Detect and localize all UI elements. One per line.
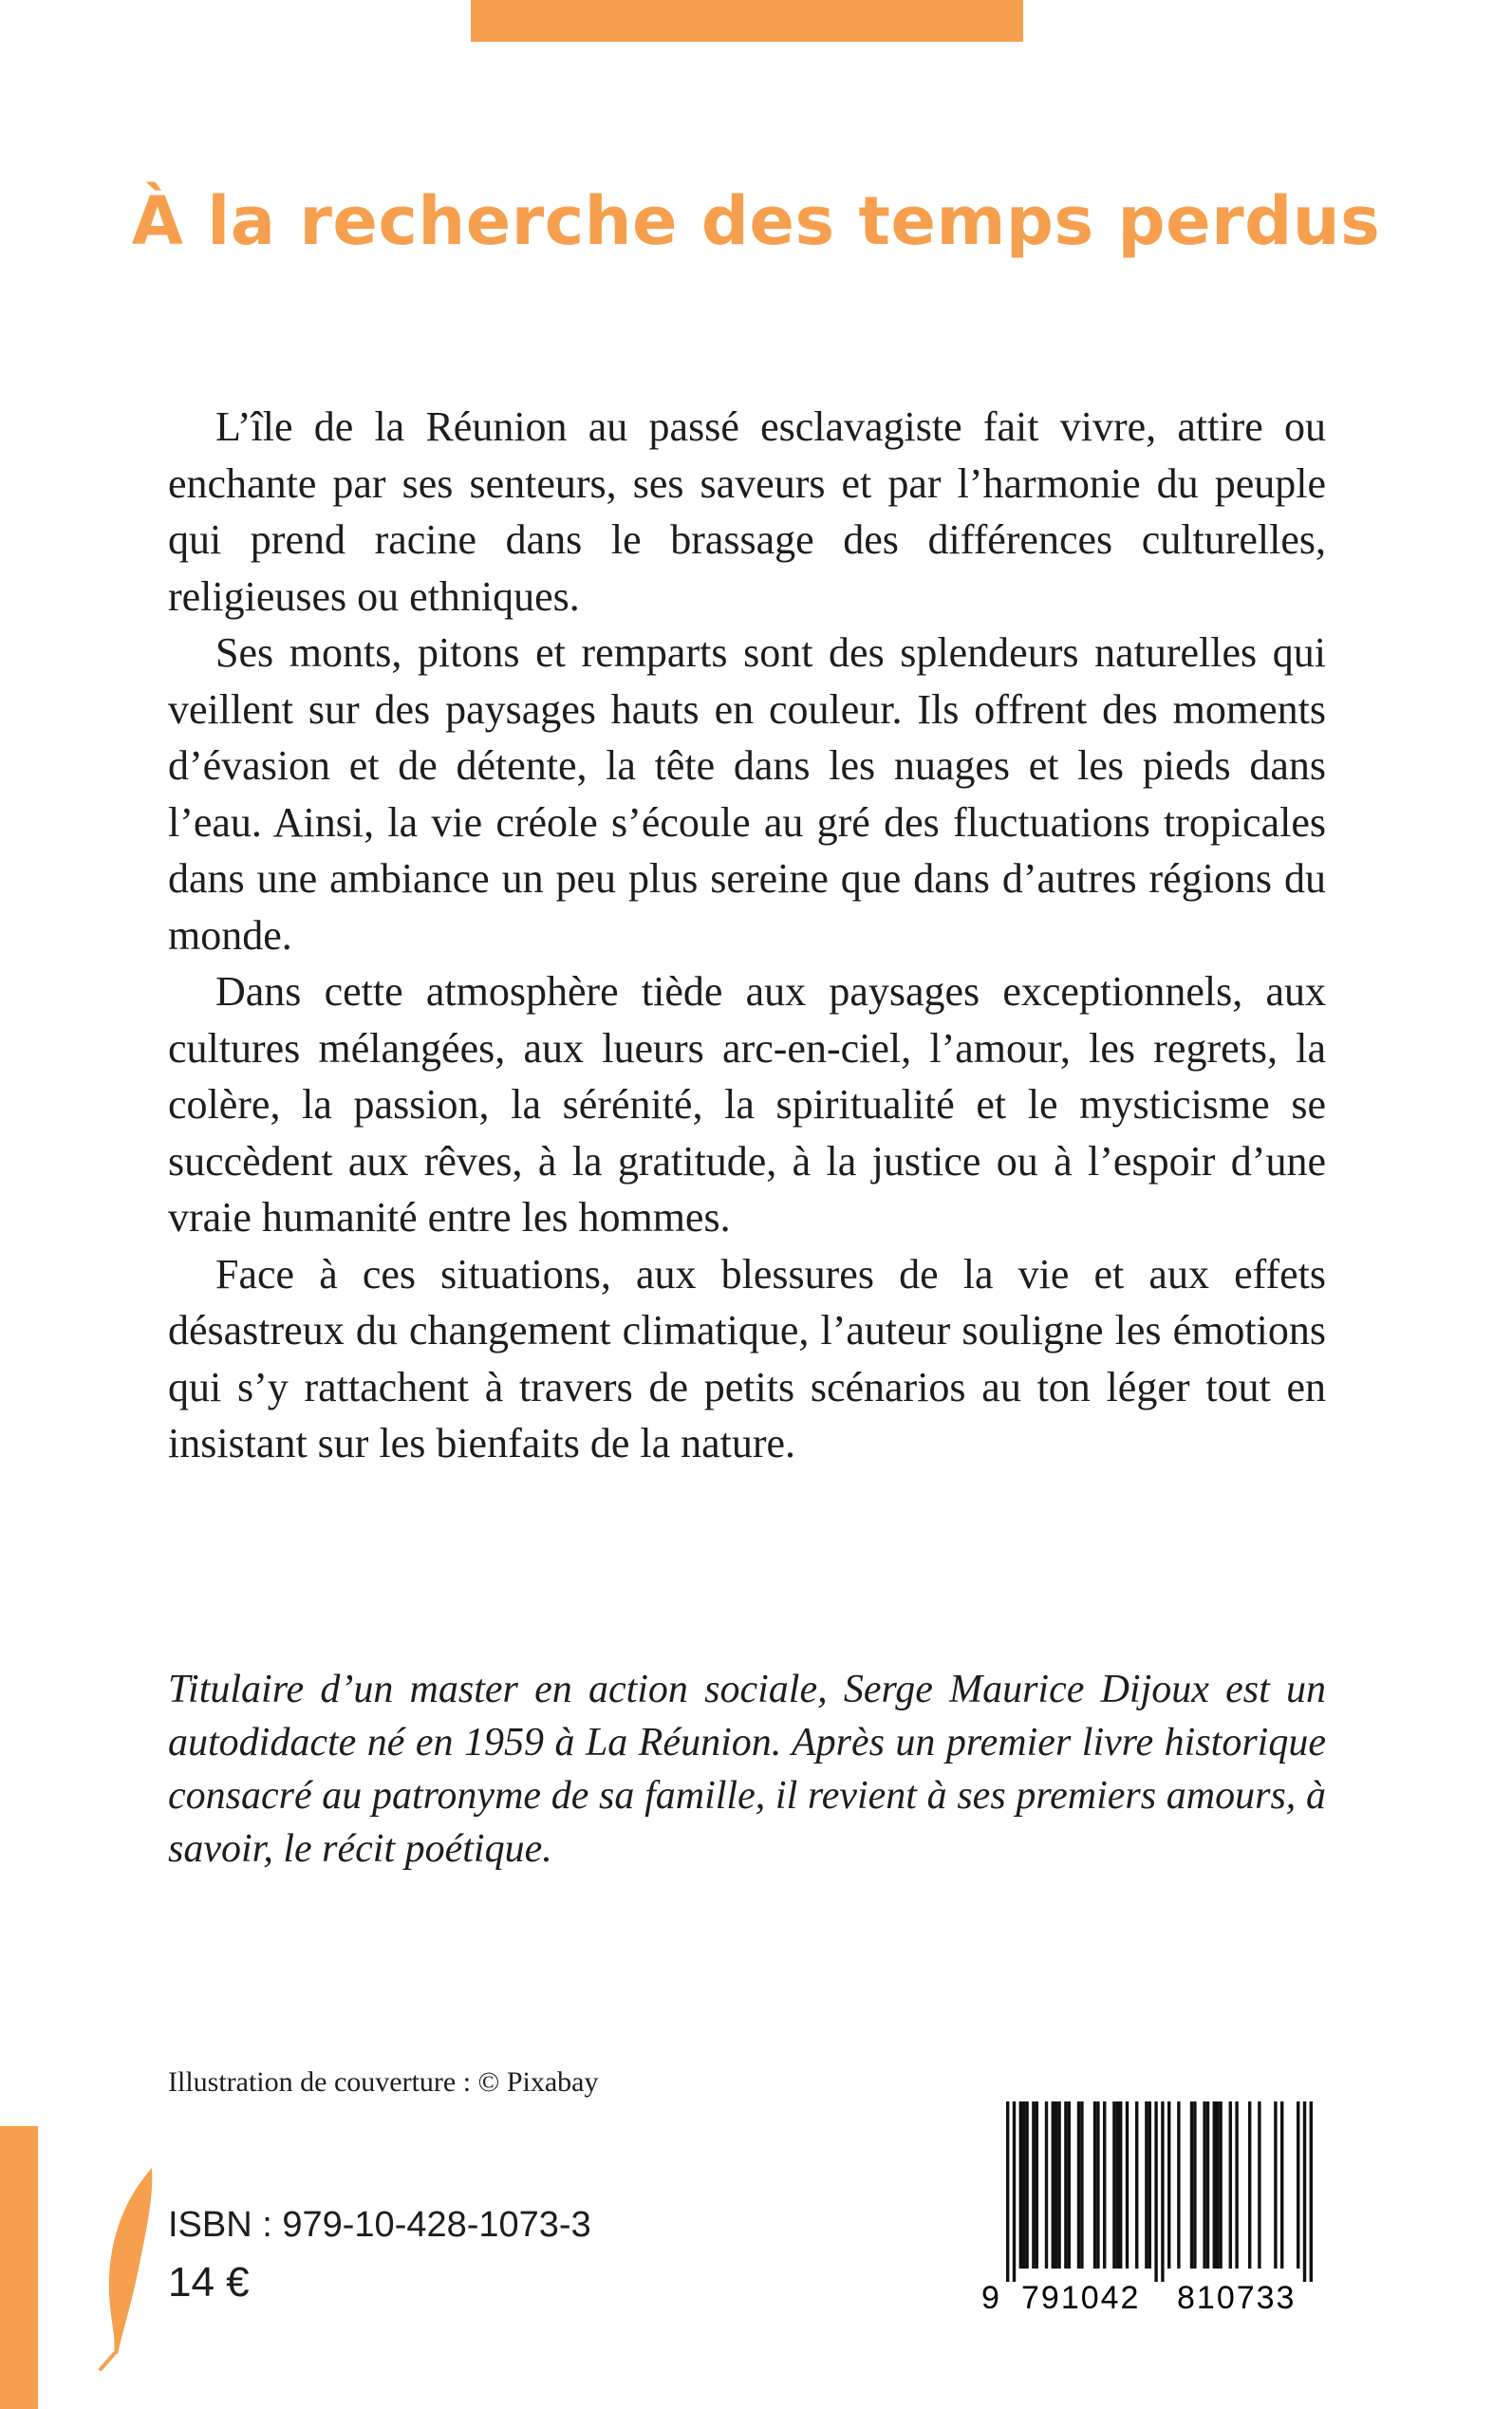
- top-accent-bar: [471, 0, 1023, 42]
- barcode-bar: [1274, 2101, 1277, 2269]
- book-title: À la recherche des temps perdus: [131, 182, 1381, 260]
- barcode-bar: [1119, 2101, 1122, 2269]
- barcode-bar: [1052, 2101, 1055, 2269]
- barcode-bar: [1096, 2101, 1099, 2269]
- barcode-bar: [1013, 2101, 1016, 2282]
- barcode-bar: [1093, 2101, 1096, 2269]
- barcode-bar: [1213, 2101, 1216, 2269]
- barcode-bar: [1216, 2101, 1219, 2269]
- barcode-bars: [1006, 2101, 1313, 2282]
- barcode-bar: [1019, 2101, 1022, 2269]
- barcode-bar: [1219, 2101, 1222, 2269]
- barcode-bar: [1135, 2101, 1138, 2269]
- barcode-bar: [1206, 2101, 1209, 2269]
- barcode-bar: [1077, 2101, 1080, 2269]
- barcode-bar: [1068, 2101, 1071, 2269]
- barcode-bar: [1177, 2101, 1180, 2269]
- barcode-bar: [1006, 2101, 1009, 2282]
- feather-logo-icon: [93, 2164, 159, 2373]
- barcode-bar: [1203, 2101, 1205, 2269]
- barcode-bar: [1161, 2101, 1164, 2282]
- barcode-bar: [1229, 2101, 1232, 2269]
- barcode-bar: [1310, 2101, 1313, 2282]
- barcode-bar: [1280, 2101, 1283, 2269]
- barcode-bar: [1022, 2101, 1025, 2269]
- barcode-bar: [1112, 2101, 1115, 2269]
- author-bio: Titulaire d’un master en action sociale, Serge Maurice Dijoux est un autodidacte né en 1959 à La Réunion. Après un premier livre historique consacré au patronyme de sa famille, il revient à ses premiers amours, à savoir, le récit poétique.: [168, 1668, 1326, 1871]
- isbn: ISBN : 979-10-428-1073-3: [168, 2205, 591, 2245]
- barcode-bar: [1193, 2101, 1196, 2269]
- barcode-first-digit: 9: [981, 2280, 999, 2316]
- barcode-bar: [1103, 2101, 1106, 2269]
- barcode-bar: [1190, 2101, 1193, 2269]
- barcode-bar: [1148, 2101, 1151, 2269]
- barcode-bar: [1064, 2101, 1067, 2269]
- blurb-paragraph-1: L’île de la Réunion au passé esclavagiste fait vivre, attire ou enchante par ses senteurs, ses saveurs et par l’harmonie du peuple qui prend racine dans le brassage des différences culturelles, religieuses ou ethniques.: [168, 403, 1326, 620]
- barcode-bar: [1167, 2101, 1170, 2269]
- barcode-bar: [1036, 2101, 1038, 2269]
- barcode-bar: [1235, 2101, 1238, 2269]
- cover-illustration-credit: Illustration de couverture : © Pixabay: [168, 2066, 599, 2098]
- barcode-bar: [1025, 2101, 1028, 2269]
- barcode-right-digits: 810733: [1177, 2280, 1297, 2316]
- price: 14 €: [168, 2259, 250, 2306]
- blurb-paragraph-4: Face à ces situations, aux blessures de la vie et aux effets désastreux du changement climatique, l’auteur souligne les émotions qui s’y rattachent à travers de petits scénarios au ton léger tout en insistant sur les bienfaits de la nature.: [168, 1250, 1326, 1466]
- barcode-left-digits: 791042: [1021, 2280, 1141, 2316]
- barcode-bar: [1248, 2101, 1251, 2269]
- barcode-bar: [1303, 2101, 1306, 2282]
- barcode-bar: [1154, 2101, 1157, 2282]
- blurb-paragraph-3: Dans cette atmosphère tiède aux paysages exceptionnels, aux cultures mélangées, aux lueurs arc-en-ciel, l’amour, les regrets, la colère, la passion, la sérénité, la spiritualité et le mysticisme se succèdent aux rêves, à la gratitude, à la justice ou à l’espoir d’une vraie humanité entre les hommes.: [168, 968, 1326, 1241]
- barcode-bar: [1116, 2101, 1119, 2269]
- back-cover-blurb: [168, 399, 1326, 1472]
- barcode-bar: [1045, 2101, 1048, 2269]
- barcode-bar: [1055, 2101, 1057, 2269]
- barcode-bar: [1297, 2101, 1299, 2269]
- barcode-bar: [1032, 2101, 1035, 2269]
- barcode-bar: [1145, 2101, 1148, 2269]
- blurb-paragraph-2: Ses monts, pitons et remparts sont des splendeurs naturelles qui veillent sur des paysages hauts en couleur. Ils offrent des moments d’évasion et de détente, la tête dans les nuages et les pieds dans l’eau. Ainsi, la vie créole s’écoule au gré des fluctuations tropicales dans une ambiance un peu plus sereine que dans d’autres régions du monde.: [168, 629, 1326, 959]
- barcode-graphic: [978, 2098, 1329, 2318]
- barcode: [978, 2098, 1329, 2318]
- barcode-bar: [1057, 2101, 1060, 2269]
- barcode-bar: [1080, 2101, 1083, 2269]
- side-accent-bar: [0, 2126, 38, 2409]
- barcode-bar: [1258, 2101, 1260, 2269]
- barcode-bar: [1126, 2101, 1129, 2269]
